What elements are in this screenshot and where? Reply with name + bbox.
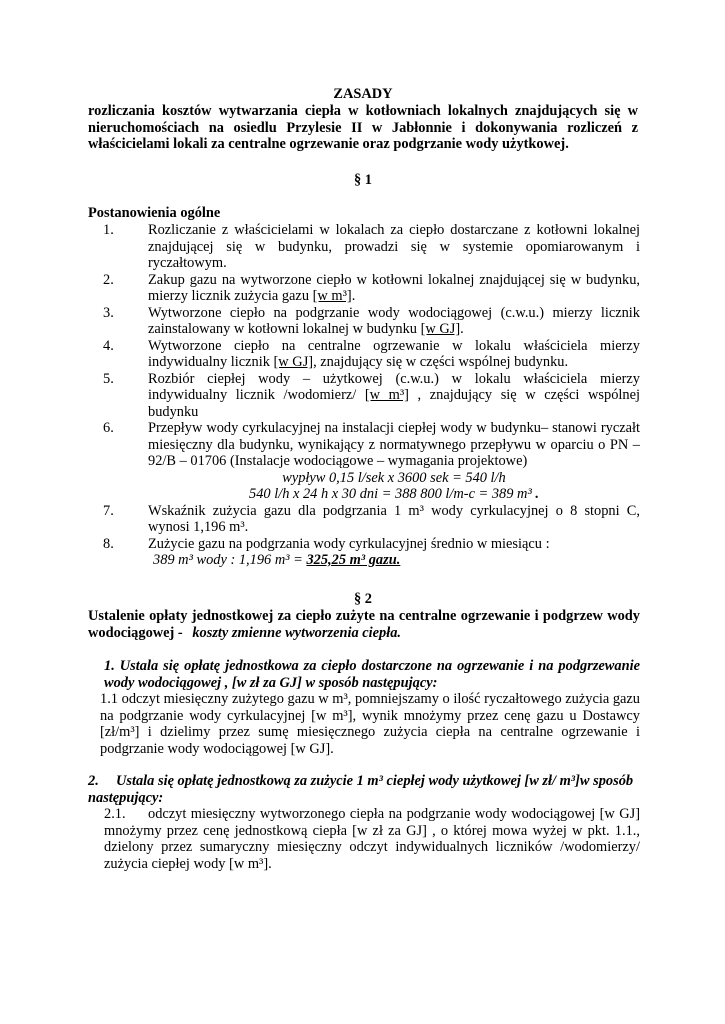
- list-item: [88, 420, 640, 503]
- item-text-after: , znajdujący się w części wspólnej budynku: [148, 387, 640, 420]
- item-text-after: , znajdujący się w części wspólnej budynku.: [313, 354, 569, 370]
- item-number: 7.: [103, 502, 114, 519]
- list-item: [88, 503, 640, 536]
- section-1-list: [88, 222, 640, 569]
- paragraph-1-1: [100, 691, 640, 757]
- document-subtitle: rozliczania kosztów wytwarzania ciepła w kotłowniach lokalnych znajdujących się w nieruchomościach na osiedlu Przylesie II w Jabłonnie i dokonywania rozliczeń z właścicielami lokali za centralne ogrzewanie oraz podgrzanie wody użytkowej.: [88, 103, 638, 152]
- section-1-heading: Postanowienia ogólne: [88, 205, 221, 221]
- item-unit: [w GJ]: [420, 321, 461, 337]
- item-text: Zużycie gazu na podgrzania wody cyrkulacyjnej średnio w miesiącu :: [148, 535, 550, 552]
- item-number: 5.: [103, 370, 114, 387]
- formula-text: 540 l/h x 24 h x 30 dni = 388 800 l/m-c = 389 m³: [249, 486, 532, 502]
- item-unit: [w GJ]: [273, 354, 314, 370]
- document-title: ZASADY: [333, 86, 393, 102]
- paragraph-number: 2.: [88, 773, 99, 789]
- section-2-heading-text: Ustalenie opłaty jednostkowej za ciepło zużyte na centralne ogrzewanie i podgrzew wody wodociągowej -: [88, 608, 640, 641]
- paragraph-number: 2.1.: [104, 806, 126, 822]
- section-2-heading-tail: koszty zmienne wytworzenia ciepła.: [192, 624, 402, 641]
- item-text-after: .: [351, 288, 356, 304]
- item-text: Rozliczanie z właścicielami w lokalach za ciepło dostarczane z kotłowni lokalnej znajdującej się w budynku, prowadzi się w systemie opomiarowanym i ryczałtowym.: [148, 222, 640, 271]
- formula-line: [148, 486, 640, 503]
- item-text: Rozbiór ciepłej wody – użytkowej (c.w.u.) w lokalu właściciela mierzy indywidualny licznik /wodomierz/: [148, 370, 640, 403]
- list-item: [88, 272, 640, 305]
- formula-result: 325,25 m³ gazu.: [306, 552, 401, 568]
- formula-line: [148, 552, 640, 569]
- section-2-mark: § 2: [354, 591, 372, 607]
- item-text: Zakup gazu na wytworzone ciepło w kotłowni lokalnej znajdującej się w budynku, mierzy licznik zużycia gazu: [148, 271, 640, 304]
- item-unit: [w m³]: [312, 288, 352, 304]
- section-2-heading: [88, 608, 640, 641]
- paragraph-text: odczyt miesięczny zużytego gazu w m³, pomniejszamy o ilość ryczałtowego zużycia gazu na podgrzanie wody cyrkulacyjnej [w m³], wynik mnożymy przez cenę gazu u Dostawcy [zł/m³] i dzielimy przez sumę miesięcznego zużycia ciepła na centralne ogrzewanie i podgrzanie wody wodociągowej [w GJ].: [100, 691, 640, 757]
- item-text: Wskaźnik zużycia gazu dla podgrzania 1 m³ wody cyrkulacyjnej o 8 stopni C, wynosi 1,196 m³.: [148, 502, 640, 535]
- item-number: 4.: [103, 337, 114, 354]
- paragraph-2-heading: [88, 773, 640, 806]
- item-number: 8.: [103, 535, 114, 552]
- item-text: Przepływ wody cyrkulacyjnej na instalacji ciepłej wody w budynku– stanowi ryczałt miesięczny dla budynku, wynikający z normatywnego przepływu w oparciu o PN – 92/B – 01706 (Instalacje wodociągowe – wymagania projektowe): [148, 420, 640, 469]
- list-item: [88, 305, 640, 338]
- item-text-after: .: [460, 321, 464, 337]
- paragraph-number: 1.1: [100, 691, 118, 707]
- list-item: [88, 222, 640, 272]
- list-item: [88, 338, 640, 371]
- item-number: 6.: [103, 420, 114, 436]
- paragraph-1-heading: 1. Ustala się opłatę jednostkowa za ciepło dostarczone na ogrzewanie i na podgrzewanie wody wodociągowej , [w zł za GJ] w sposób następujący:: [104, 658, 640, 691]
- formula-line: wypływ 0,15 l/sek x 3600 sek = 540 l/h: [282, 469, 506, 486]
- item-number: 3.: [103, 304, 114, 321]
- paragraph-text: odczyt miesięczny wytworzonego ciepła na podgrzanie wody wodociągowej [w GJ] mnożymy przez cenę jednostkową ciepła [w zł za GJ] , o której mowa wyżej w pkt. 1.1., dzielony przez sumaryczny miesięczny odczyt indywidualnych liczników /wodomierzy/ zużycia ciepłej wody [w m³].: [104, 806, 640, 872]
- item-text: Wytworzone ciepło na centralne ogrzewanie w lokalu właściciela mierzy indywidualny licznik: [148, 337, 640, 370]
- formula-end: .: [531, 486, 539, 502]
- paragraph-heading-text: Ustala się opłatę jednostkową za zużycie 1 m³ ciepłej wody użytkowej [w zł/ m³]w sposób następujący:: [88, 773, 634, 806]
- item-unit: [w m³]: [364, 387, 409, 403]
- list-item: [88, 371, 640, 421]
- list-item: [88, 536, 640, 569]
- item-text: Wytworzone ciepło na podgrzanie wody wodociągowej (c.w.u.) mierzy licznik zainstalowany w kotłowni lokalnej w budynku: [148, 304, 640, 337]
- formula-text: 389 m³ wody : 1,196 m³ =: [153, 552, 307, 568]
- section-1-mark: § 1: [354, 172, 372, 188]
- paragraph-2-1: [104, 806, 640, 872]
- item-number: 2.: [103, 271, 114, 288]
- item-number: 1.: [103, 222, 114, 238]
